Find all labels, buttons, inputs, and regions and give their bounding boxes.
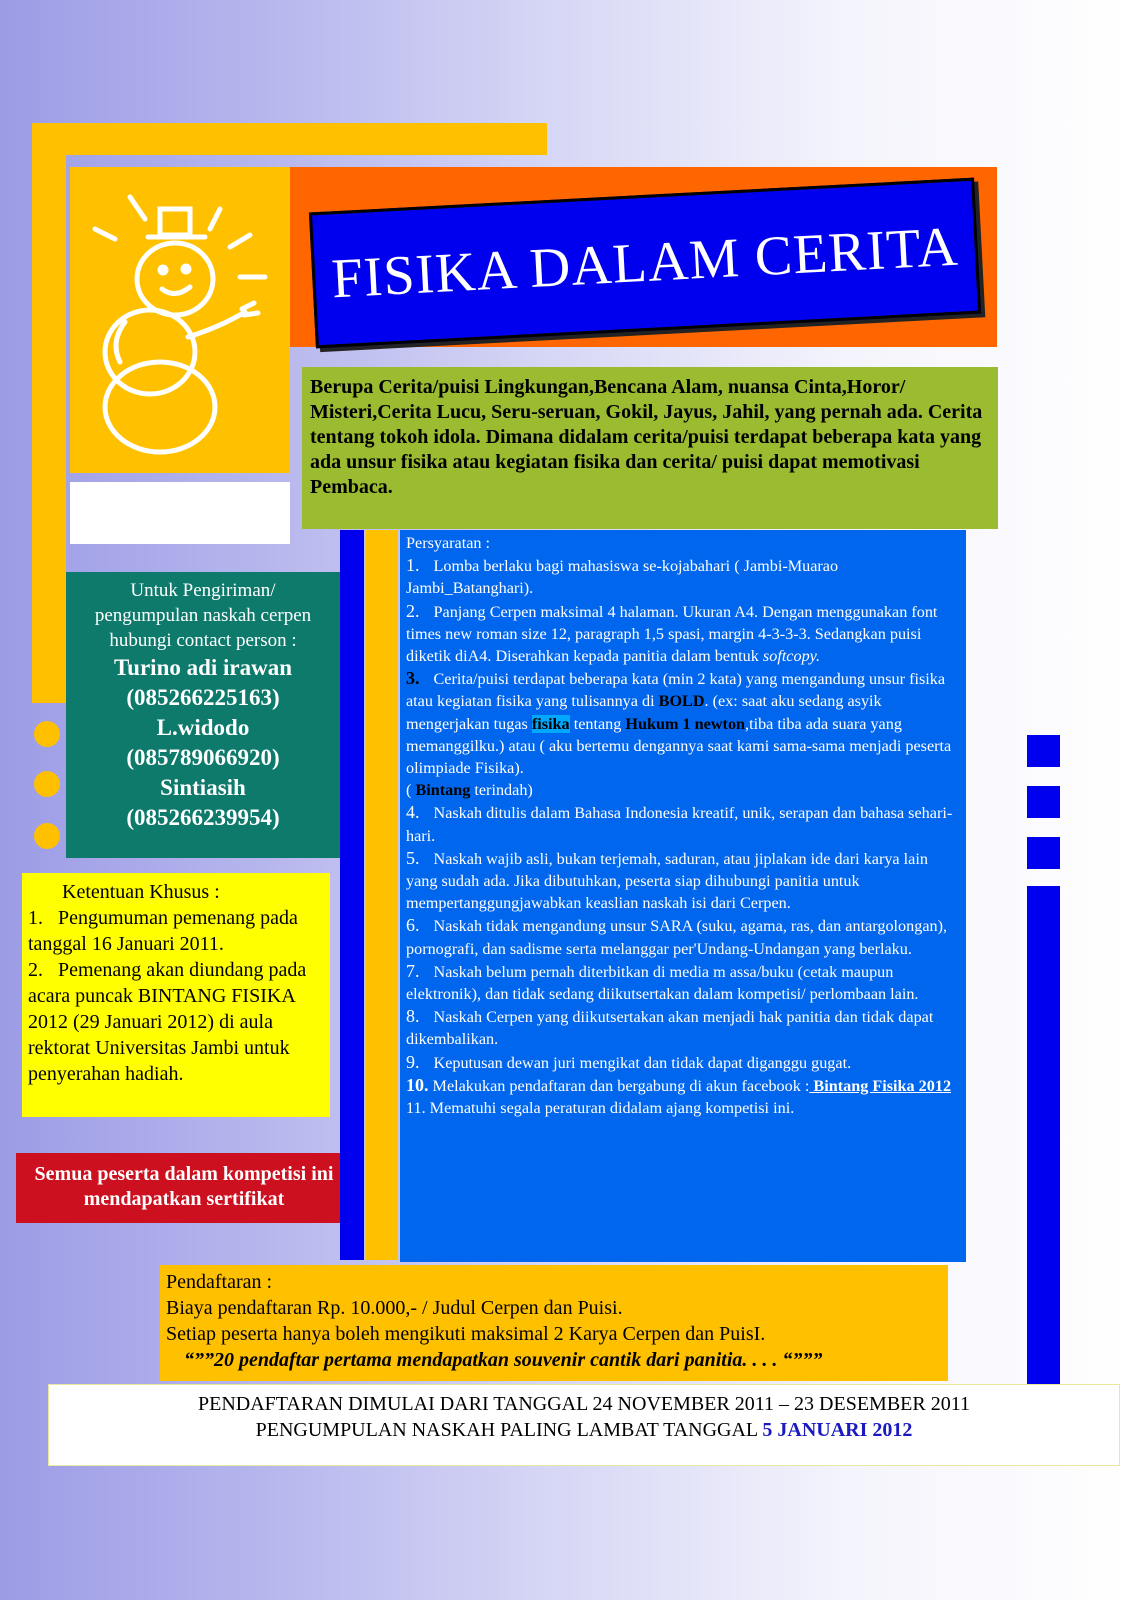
persyaratan-item: 8. Naskah Cerpen yang diikutsertakan akan menjadi hak panitia dan tidak dapat dikembalikan. bbox=[406, 1006, 934, 1049]
pendaftaran-box bbox=[160, 1265, 948, 1381]
persyaratan-item: 10. Melakukan pendaftaran dan bergabung di akun facebook : Bintang Fisika 2012 bbox=[406, 1074, 952, 1095]
right-blue-square bbox=[1027, 735, 1060, 767]
footer-line-2: PENGUMPULAN NASKAH PALING LAMBAT TANGGAL 5 JANUARI 2012 bbox=[255, 1419, 913, 1441]
left-yellow-bar bbox=[32, 123, 66, 703]
contact-name: Sintiasih bbox=[160, 775, 246, 800]
contact-label-1: Untuk Pengiriman/ bbox=[130, 580, 276, 601]
left-yellow-strip bbox=[366, 530, 398, 1260]
certificate-notice bbox=[16, 1153, 352, 1223]
persyaratan-item: 5. Naskah wajib asli, bukan terjemah, saduran, atau jiplakan ide dari karya lain yang sudah ada. Jika dibutuhkan, peserta siap dihubungi panitia untuk mempertanggungjawabkan keaslian naskah isi dari Cerpen. bbox=[406, 847, 928, 913]
right-blue-bar bbox=[1027, 886, 1060, 1386]
ketentuan-heading: Ketentuan Khusus : bbox=[62, 881, 220, 903]
left-blue-bar bbox=[340, 530, 364, 1260]
ketentuan-box bbox=[22, 873, 330, 1117]
persyaratan-item: 9. Keputusan dewan juri mengikat dan tidak dapat diganggu gugat. bbox=[406, 1051, 852, 1072]
top-yellow-bar bbox=[32, 123, 547, 155]
pendaftaran-line: Biaya pendaftaran Rp. 10.000,- / Judul Cerpen dan Puisi. bbox=[166, 1297, 623, 1319]
intro-text: Berupa Cerita/puisi Lingkungan,Bencana Alam, nuansa Cinta,Horor/ Misteri,Cerita Lucu, Seru-seruan, Gokil, Jayus, Jahil, yang pernah ada. Cerita tentang tokoh idola. Dimana didalam cerita/puisi terdapat beberapa kata yang ada unsur fisika atau kegiatan fisika dan cerita/ puisi dapat memotivasi Pembaca. bbox=[310, 376, 983, 498]
bullet-dot bbox=[34, 721, 60, 747]
facebook-link[interactable]: Bintang Fisika 2012 bbox=[809, 1076, 952, 1095]
certificate-text: Semua peserta dalam kompetisi ini mendapatkan sertifikat bbox=[34, 1163, 334, 1210]
intro-box bbox=[302, 367, 998, 529]
contact-label-2: pengumpulan naskah cerpen bbox=[94, 605, 312, 626]
persyaratan-item: 4. Naskah ditulis dalam Bahasa Indonesia kreatif, unik, serapan dan bahasa sehari-hari. bbox=[406, 802, 953, 845]
persyaratan-item: 11. Mematuhi segala peraturan didalam ajang kompetisi ini. bbox=[406, 1099, 795, 1118]
persyaratan-heading: Persyaratan : bbox=[406, 534, 491, 552]
contact-phone: (085789066920) bbox=[126, 745, 280, 770]
footer-dates bbox=[48, 1384, 1120, 1466]
persyaratan-item: 6. Naskah tidak mengandung unsur SARA (suku, agama, ras, dan antargolongan), pornografi, dan sadisme serta melanggar per'Undang-Undangan yang berlaku. bbox=[406, 915, 948, 958]
snowman-illustration-box bbox=[70, 167, 290, 473]
ketentuan-item: 2. Pemenang akan diundang pada acara puncak BINTANG FISIKA 2012 (29 Januari 2012) di aula rektorat Universitas Jambi untuk penyerahan hadiah. bbox=[28, 959, 307, 1085]
persyaratan-item: 3. Cerita/puisi terdapat beberapa kata (min 2 kata) yang mengandung unsur fisika atau kegiatan fisika yang tulisannya di BOLD. (ex: saat aku sedang asyik mengerjakan tugas fisika tentang Hukum 1 newton,tiba tiba ada suara yang memanggilku.) atau ( aku bertemu dengannya saat kami sama-sama menjadi peserta olimpiade Fisika). ( Bintang terindah) bbox=[406, 668, 952, 800]
blank-white-box bbox=[70, 482, 290, 544]
pendaftaran-line: Setiap peserta hanya boleh mengikuti maksimal 2 Karya Cerpen dan PuisI. bbox=[166, 1323, 766, 1345]
persyaratan-item: 1. Lomba berlaku bagi mahasiswa se-kojabahari ( Jambi-Muarao Jambi_Batanghari). bbox=[406, 555, 839, 598]
right-blue-square bbox=[1027, 837, 1060, 869]
deadline-date: 5 JANUARI 2012 bbox=[762, 1419, 913, 1441]
persyaratan-item: 2. Panjang Cerpen maksimal 4 halaman. Ukuran A4. Dengan menggunakan font times new roman size 12, paragraph 1,5 spasi, margin 4-3-3-3. Sedangkan puisi diketik diA4. Diserahkan kepada panitia dalam bentuk softcopy. bbox=[406, 600, 938, 666]
page-title: FISIKA DALAM CERITA bbox=[330, 215, 960, 311]
persyaratan-box bbox=[400, 530, 966, 1262]
contact-phone: (085266239954) bbox=[126, 805, 280, 830]
persyaratan-item: 7. Naskah belum pernah diterbitkan di media m assa/buku (cetak maupun elektronik), dan tidak sedang diikutsertakan dalam kompetisi/ perlombaan lain. bbox=[406, 960, 919, 1004]
contact-box bbox=[66, 572, 340, 858]
right-blue-square bbox=[1027, 786, 1060, 818]
bullet-dot bbox=[34, 823, 60, 849]
snowman-icon bbox=[70, 167, 290, 473]
ketentuan-item: 1. Pengumuman pemenang pada tanggal 16 Januari 2011. bbox=[28, 907, 298, 955]
pendaftaran-souvenir: “””20 pendaftar pertama mendapatkan souvenir cantik dari panitia. . . . “””” bbox=[184, 1349, 823, 1371]
contact-phone: (085266225163) bbox=[126, 685, 280, 710]
footer-line-1: PENDAFTARAN DIMULAI DARI TANGGAL 24 NOVEMBER 2011 – 23 DESEMBER 2011 bbox=[198, 1393, 970, 1415]
bullet-dot bbox=[34, 771, 60, 797]
contact-label-3: hubungi contact person : bbox=[109, 630, 297, 651]
contact-name: L.widodo bbox=[156, 715, 250, 740]
contact-name: Turino adi irawan bbox=[113, 655, 293, 680]
pendaftaran-heading: Pendaftaran : bbox=[166, 1271, 273, 1293]
